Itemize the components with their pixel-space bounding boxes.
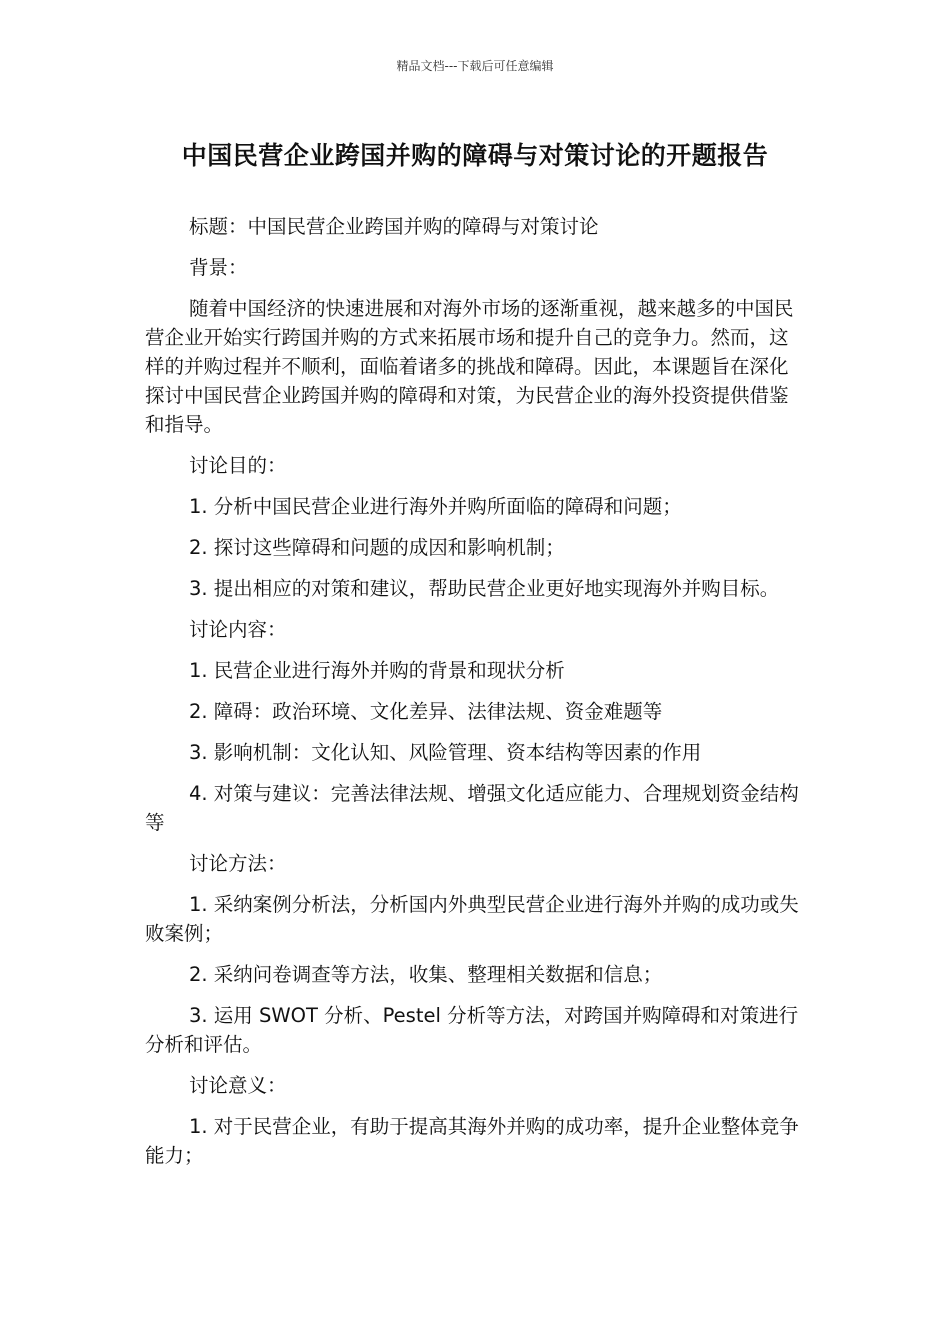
paragraph-purpose-item-2: 2. 探讨这些障碍和问题的成因和影响机制； bbox=[189, 536, 565, 559]
paragraph-content-item-3: 3. 影响机制：文化认知、风险管理、资本结构等因素的作用 bbox=[189, 741, 702, 764]
paragraph-purpose-heading: 讨论目的： bbox=[189, 454, 287, 477]
paragraph-background-text: 随着中国经济的快速进展和对海外市场的逐渐重视，越来越多的中国民营企业开始实行跨国并购的方式来拓展市场和提升自己的竞争力。然而，这样的并购过程并不顺利，面临着诸多的挑战和障碍。因此，本课题旨在深化探讨中国民营企业跨国并购的障碍和对策，为民营企业的海外投资提供借鉴和指导。 bbox=[145, 297, 794, 436]
document-title: 中国民营企业跨国并购的障碍与对策讨论的开题报告 bbox=[181, 141, 769, 170]
paragraph-method-item-3: 3. 运用 SWOT 分析、Pestel 分析等方法，对跨国并购障碍和对策进行分析和评估。 bbox=[145, 1004, 799, 1056]
paragraph-method-heading: 讨论方法： bbox=[189, 852, 287, 875]
paragraph-method-item-1: 1. 采纳案例分析法，分析国内外典型民营企业进行海外并购的成功或失败案例； bbox=[145, 893, 799, 945]
paragraph-content-heading: 讨论内容： bbox=[189, 618, 287, 641]
paragraph-significance-heading: 讨论意义： bbox=[189, 1074, 287, 1097]
paragraph-purpose-item-1: 1. 分析中国民营企业进行海外并购所面临的障碍和问题； bbox=[189, 495, 682, 518]
paragraph-content-item-1: 1. 民营企业进行海外并购的背景和现状分析 bbox=[189, 659, 565, 682]
paragraph-content-item-4: 4. 对策与建议：完善法律法规、增强文化适应能力、合理规划资金结构等 bbox=[145, 782, 799, 834]
paragraph-purpose-item-3: 3. 提出相应的对策和建议，帮助民营企业更好地实现海外并购目标。 bbox=[189, 577, 780, 600]
document-body bbox=[145, 212, 805, 1182]
header-note: 精品文档---下载后可任意编辑 bbox=[396, 59, 554, 73]
paragraph-content-item-2: 2. 障碍：政治环境、文化差异、法律法规、资金难题等 bbox=[189, 700, 663, 723]
paragraph-title-line: 标题：中国民营企业跨国并购的障碍与对策讨论 bbox=[189, 215, 599, 238]
paragraph-significance-item-1: 1. 对于民营企业，有助于提高其海外并购的成功率，提升企业整体竞争能力； bbox=[145, 1115, 799, 1167]
paragraph-background-heading: 背景： bbox=[189, 256, 248, 279]
paragraph-method-item-2: 2. 采纳问卷调查等方法，收集、整理相关数据和信息； bbox=[189, 963, 663, 986]
